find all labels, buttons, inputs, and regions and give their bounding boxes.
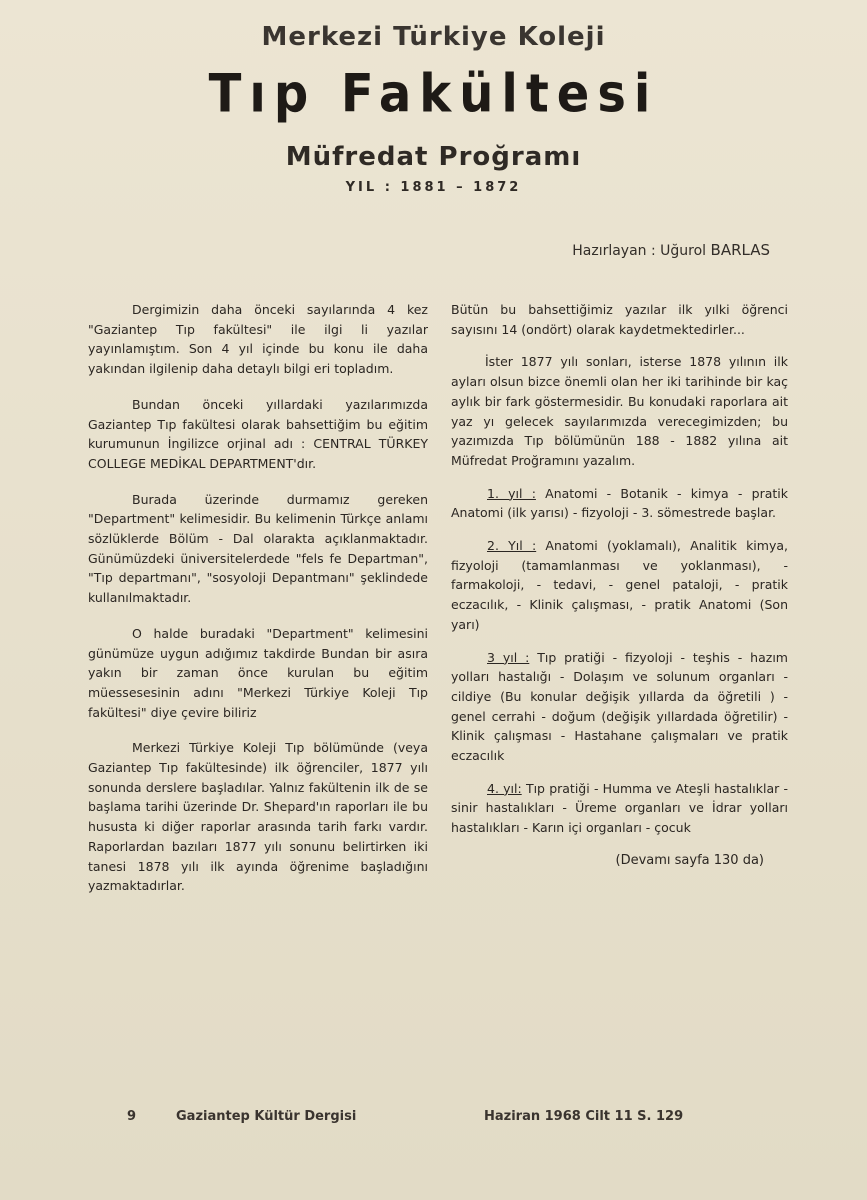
curriculum-year-1 (451, 484, 788, 523)
paragraph: O halde buradaki "Department" kelimesini günümüze uygun adığımız takdirde Bundan bir asıra yakın bir zaman önce kurulan bu eğitim müessesesinin adını "Merkezi Türkiye Koleji Tıp fakültesi" diye çevire biliriz (88, 625, 428, 720)
magazine-name: Gaziantep Kültür Dergisi (176, 1109, 357, 1124)
issue-info: Haziran 1968 Cilt 11 S. 129 (484, 1109, 684, 1124)
curriculum-year-4 (451, 779, 788, 838)
author-line (520, 241, 770, 259)
author-label: Hazırlayan : Uğurol (572, 243, 707, 259)
faculty-title: Tıp Fakültesi (208, 63, 659, 125)
continued-note: (Devamı sayfa 130 da) (615, 852, 764, 868)
author-name: BARLAS (710, 241, 770, 259)
paragraph: İster 1877 yılı sonları, isterse 1878 yılının ilk ayları olsun bizce önemli olan her iki tarihinde bir kaç aylık bir fark göstermesidir. Bu konudaki raporlara ait yaz yı gelecek sayılarımızda verecegimizden; bu yazımızda Tıp bölümünün 188 - 1882 yılına ait Müfredat Proğramını yazalım. (451, 354, 788, 468)
curriculum-year-2 (451, 536, 788, 635)
year-label: 4. yıl: (487, 780, 522, 796)
year-label: 1. yıl : (487, 485, 536, 501)
year-courses: Tıp pratiği - Humma ve Ateşli hastalıklar - sinir hastalıkları - Üreme organları ve İdrar yolları hastalıkları - Karın içi organları - çocuk (451, 780, 788, 836)
year-courses: Anatomi - Botanik - kimya - pratik Anatomi (ilk yarısı) - fizyoloji - 3. sömestrede başlar. (451, 485, 788, 521)
paragraph: Dergimizin daha önceki sayılarında 4 kez "Gaziantep Tıp fakültesi" ile ilgi li yazılar yayınlamıştım. Son 4 yıl içinde bu konu ile daha yakından ilgilenip daha detaylı bilgi eri topladım. (88, 302, 428, 377)
year-courses: Tıp pratiği - fizyoloji - teşhis - hazım yolları hastalığı - Dolaşım ve solunum organları - cildiye (Bu konular değişik yıllarda da öğretili ) - genel cerrahi - doğum (değişik yıllardada öğretilir) - Klinik çalışması - Hastahane çalışmaları ve pratik eczacılık (451, 649, 788, 764)
year-label: 2. Yıl : (487, 538, 537, 554)
left-column (88, 300, 428, 909)
year-range: YIL : 1881 – 1872 (345, 180, 522, 195)
year-label: 3 yıl : (487, 649, 530, 665)
year-courses: Anatomi (yoklamalı), Analitik kimya, fizyoloji (tamamlanması ve yoklanması), - farmakoloji, - tedavi, - genel pataloji, - pratik eczacılık, - Klinik çalışması, - pratik Anatomi (Son yarı) (451, 538, 788, 632)
paragraph: Merkezi Türkiye Koleji Tıp bölümünde (veya Gaziantep Tıp fakültesinde) ilk öğrenciler, 1877 yılı sonunda derslere başladılar. Yalnız fakültenin ilk de se başlama tarihi üzerinde Dr. Shepard'ın raporları ile bu hususta ki diğer raporlar arasında tarih farkı vardır. Raporlardan bazıları 1877 yılı sonunu belirtirken iki tanesi 1878 yılı ilk ayında öğrenime başladığını yazmaktadırlar. (88, 740, 428, 894)
page-number: 9 (127, 1109, 137, 1124)
program-title: Müfredat Proğramı (285, 142, 582, 172)
paragraph: Burada üzerinde durmamız gereken "Department" kelimesidir. Bu kelimenin Türkçe anlamı sözlüklerde Bölüm - Dal olarakta açıklanmaktadır. Günümüzdeki üniversitelerdede "fels fe Departman", "Tıp departmanı", "sosyoloji Depantmanı" şeklindede kullanılmaktadır. (88, 491, 428, 606)
paragraph: Bundan önceki yıllardaki yazılarımızda Gaziantep Tıp fakültesi olarak bahsettiğim bu eğitim kurumunun İngilizce orjinal adı : CENTRAL TÜRKEY COLLEGE MEDİKAL DEPARTMENT'dır. (88, 396, 428, 471)
school-title: Merkezi Türkiye Koleji (261, 22, 606, 52)
curriculum-year-3 (451, 648, 788, 766)
paragraph: Bütün bu bahsettiğimiz yazılar ilk yılki öğrenci sayısını 14 (ondört) olarak kaydetmektedirler... (451, 302, 788, 337)
right-column (451, 300, 788, 871)
